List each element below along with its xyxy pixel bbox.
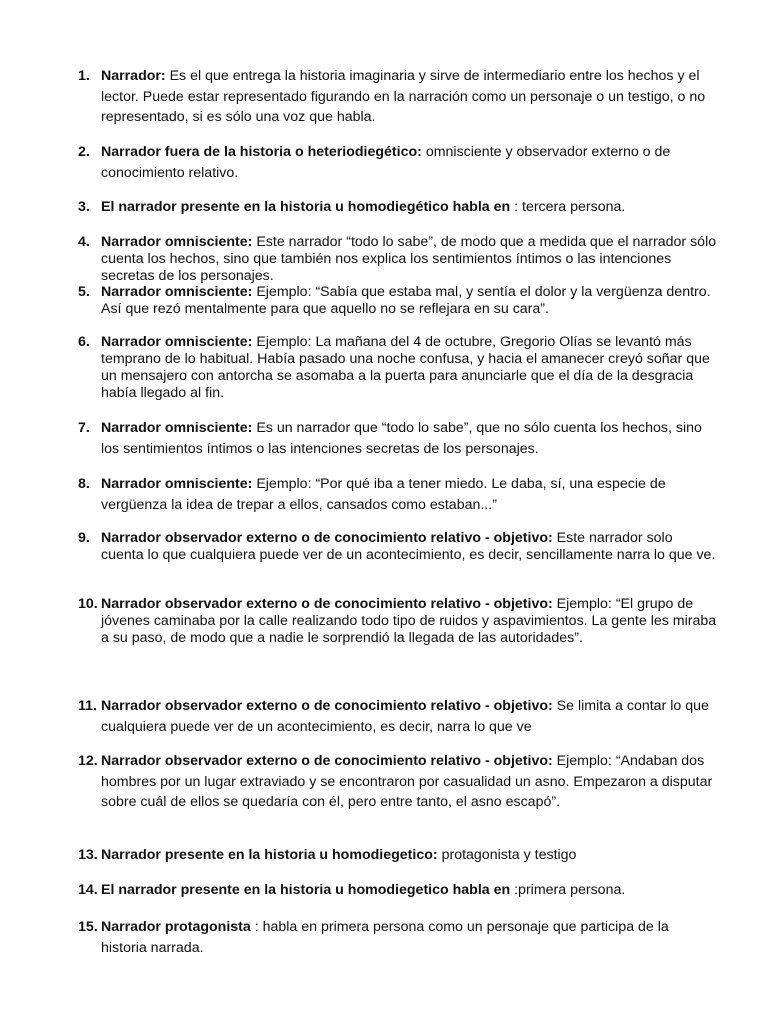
item-text: Se limita a contar lo que cualquiera puede ver de un acontecimiento, es decir, narra lo que ve [101, 698, 709, 735]
item-text: : tercera persona. [510, 199, 626, 215]
item-number: 10. [78, 596, 98, 612]
item-term: Narrador observador externo o de conocimiento relativo - objetivo: [101, 530, 553, 546]
item-body [101, 142, 718, 183]
item-term: El narrador presente en la historia u homodiegético habla en [101, 199, 511, 215]
item-body [101, 845, 718, 866]
item-body [101, 917, 718, 958]
item-body [101, 66, 718, 128]
item-term: Narrador fuera de la historia o heteriodiegético: [101, 144, 422, 160]
item-text: omnisciente y observador externo o de conocimiento relativo. [101, 144, 671, 181]
item-text: Ejemplo: “Por qué iba a tener miedo. Le daba, sí, una especie de vergüenza la idea de trepar a ellos, cansados como estaban...” [101, 476, 666, 513]
item-term: Narrador omnisciente: [101, 476, 253, 492]
item-number: 9. [78, 530, 90, 546]
item-number: 15. [78, 919, 98, 935]
item-number: 13. [78, 847, 98, 863]
item-number: 4. [78, 234, 90, 250]
item-body [101, 696, 718, 737]
list-item [78, 197, 718, 218]
item-body [101, 530, 718, 564]
item-body [101, 751, 718, 813]
item-number: 14. [78, 882, 98, 898]
item-term: Narrador presente en la historia u homodiegetico: [101, 847, 438, 863]
item-text: Este narrador solo cuenta lo que cualquiera puede ver de un acontecimiento, es decir, sencillamente narra lo que ve. [101, 530, 716, 563]
list-item [78, 474, 718, 515]
item-body [101, 284, 718, 318]
item-text: Es un narrador que “todo lo sabe”, que no sólo cuenta los hechos, sino los sentimientos íntimos o las intenciones secretas de los personajes. [101, 420, 702, 457]
list-item [78, 334, 718, 402]
item-term: Narrador observador externo o de conocimiento relativo - objetivo: [101, 596, 553, 612]
item-text: Ejemplo: “El grupo de jóvenes caminaba por la calle realizando todo tipo de ruidos y aspavimientos. La gente les miraba a su paso, de modo que a nadie le sorprendió la llegada de las autoridades”. [101, 596, 717, 646]
item-body [101, 234, 718, 285]
item-body [101, 197, 718, 218]
list-item [78, 596, 718, 647]
item-body [101, 880, 718, 901]
item-text: Ejemplo: “Andaban dos hombres por un lugar extraviado y se encontraron por casualidad un asno. Empezaron a disputar sobre cuál de ellos se quedaría con él, pero entre tanto, el asno escapó”. [101, 753, 713, 810]
item-text: : habla en primera persona como un personaje que participa de la historia narrada. [101, 919, 669, 956]
item-term: Narrador omnisciente: [101, 234, 253, 250]
item-term: Narrador omnisciente: [101, 284, 253, 300]
list-item [78, 530, 718, 564]
item-text: Este narrador “todo lo sabe”, de modo que a medida que el narrador sólo cuenta los hechos, sino que también nos explica los sentimientos íntimos o las intenciones secretas de los personajes. [101, 234, 717, 284]
list-item [78, 284, 718, 318]
item-number: 7. [78, 420, 90, 436]
item-body [101, 418, 718, 459]
item-number: 3. [78, 199, 90, 215]
list-item [78, 880, 718, 901]
item-body [101, 334, 718, 402]
item-number: 12. [78, 753, 98, 769]
list-item [78, 234, 718, 285]
list-item [78, 917, 718, 958]
item-body [101, 596, 718, 647]
item-number: 2. [78, 144, 90, 160]
list-item [78, 751, 718, 813]
item-number: 11. [78, 698, 97, 714]
list-item [78, 845, 718, 866]
item-term: Narrador: [101, 68, 166, 84]
item-text: Ejemplo: La mañana del 4 de octubre, Gregorio Olías se levantó más temprano de lo habitual. Había pasado una noche confusa, y hacia el amanecer creyó soñar que un mensajero con antorcha se asomaba a la puerta para anunciarle que el día de la desgracia había llegado al fin. [101, 334, 710, 401]
list-item [78, 418, 718, 459]
item-term: Narrador observador externo o de conocimiento relativo - objetivo: [101, 698, 553, 714]
item-term: Narrador protagonista [101, 919, 251, 935]
item-number: 1. [78, 68, 90, 84]
list-item [78, 66, 718, 128]
item-text: Es el que entrega la historia imaginaria y sirve de intermediario entre los hechos y el lector. Puede estar representado figurando en la narración como un personaje o un testigo, o no representado, si es sólo una voz que habla. [101, 68, 706, 125]
item-number: 5. [78, 284, 90, 300]
item-text: Ejemplo: “Sabía que estaba mal, y sentía el dolor y la vergüenza dentro. Así que rezó mentalmente para que aquello no se reflejara en su cara”. [101, 284, 711, 317]
item-body [101, 474, 718, 515]
list-item [78, 696, 718, 737]
item-term: El narrador presente en la historia u homodiegetico habla en [101, 882, 511, 898]
item-term: Narrador observador externo o de conocimiento relativo - objetivo: [101, 753, 553, 769]
item-term: Narrador omnisciente: [101, 420, 253, 436]
item-text: protagonista y testigo [437, 847, 577, 863]
item-term: Narrador omnisciente: [101, 334, 253, 350]
item-number: 8. [78, 476, 90, 492]
item-number: 6. [78, 334, 90, 350]
list-item [78, 142, 718, 183]
item-text: :primera persona. [510, 882, 626, 898]
